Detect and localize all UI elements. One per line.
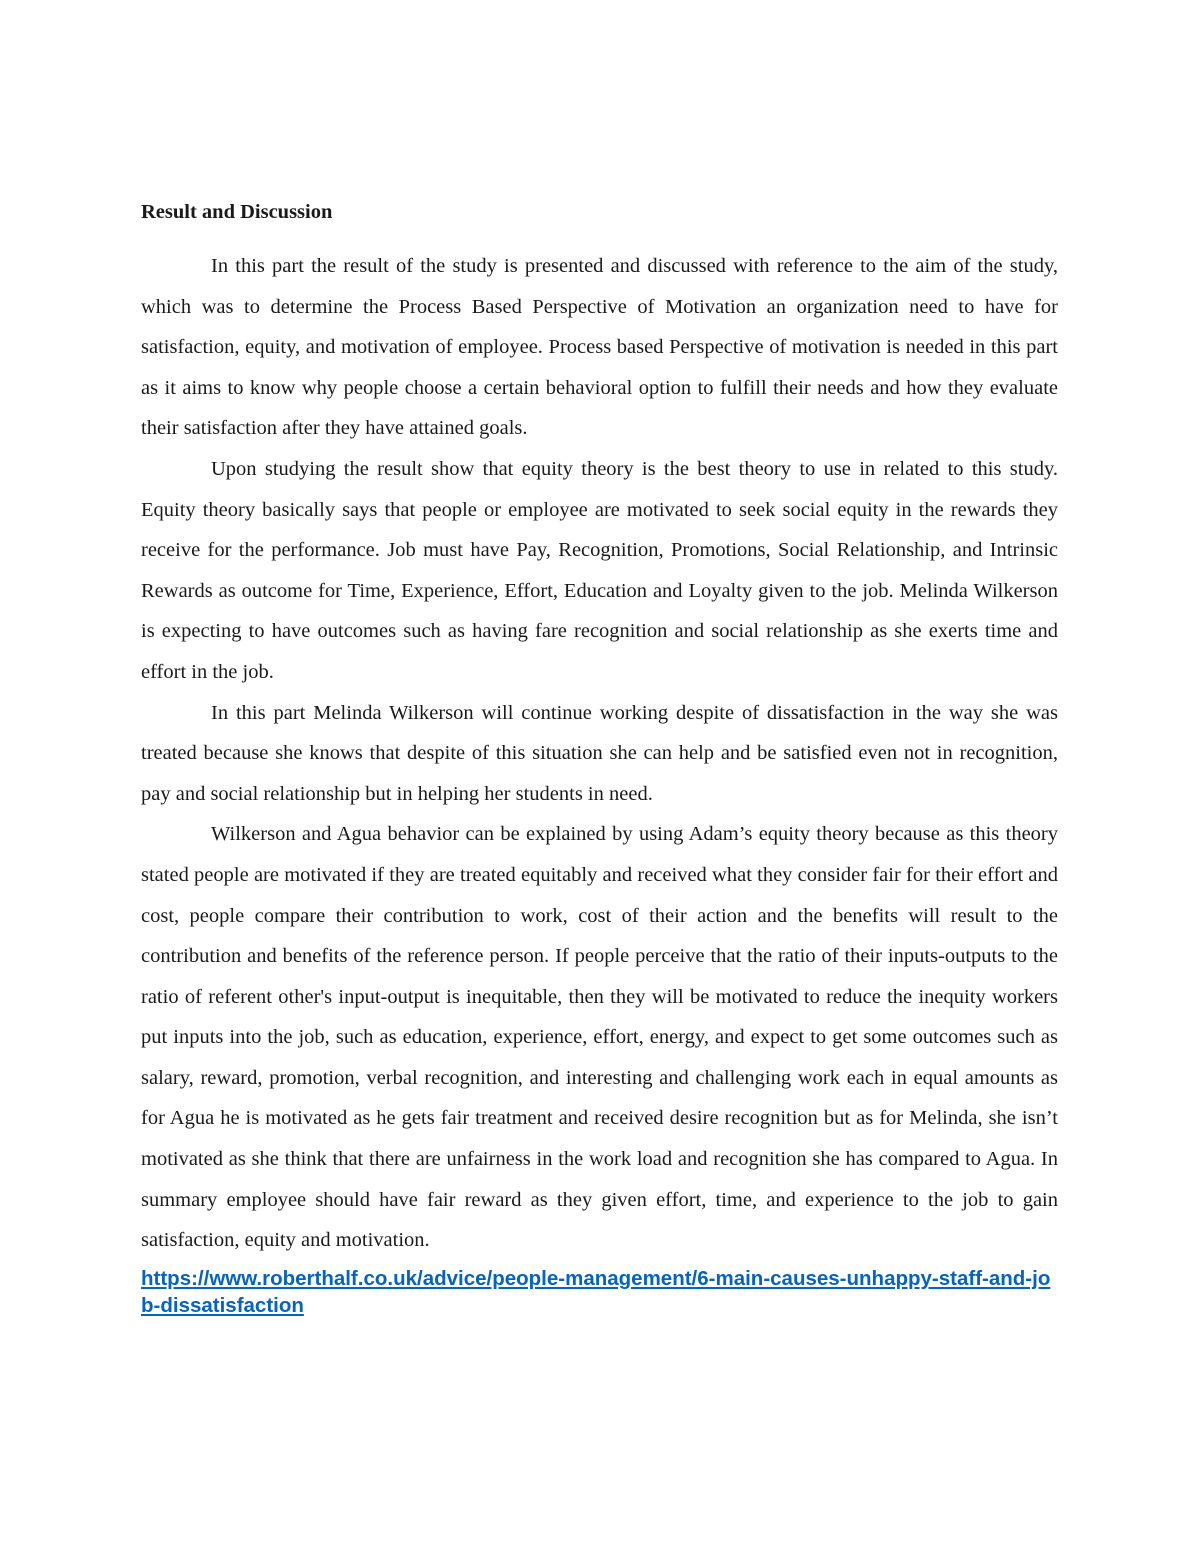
reference-link[interactable]: https://www.roberthalf.co.uk/advice/people-management/6-main-causes-unhappy-staff-and-job-dissatisfaction <box>141 1266 1051 1317</box>
document-page <box>141 196 1058 1319</box>
paragraph-adams-equity: Wilkerson and Agua behavior can be explained by using Adam’s equity theory because as this theory stated people are motivated if they are treated equitably and received what they consider fair for their effort and cost, people compare their contribution to work, cost of their action and the benefits will result to the contribution and benefits of the reference person. If people perceive that the ratio of their inputs-outputs to the ratio of referent other's input-output is inequitable, then they will be motivated to reduce the inequity workers put inputs into the job, such as education, experience, effort, energy, and expect to get some outcomes such as salary, reward, promotion, verbal recognition, and interesting and challenging work each in equal amounts as for Agua he is motivated as he gets fair treatment and received desire recognition but as for Melinda, she isn’t motivated as she think that there are unfairness in the work load and recognition she has compared to Agua. In summary employee should have fair reward as they given effort, time, and experience to the job to gain satisfaction, equity and motivation. <box>141 823 1058 1252</box>
section-heading: Result and Discussion <box>141 201 333 223</box>
paragraph-wilkerson: In this part Melinda Wilkerson will continue working despite of dissatisfaction in the way she was treated because she knows that despite of this situation she can help and be satisfied even not in recognition, pay and social relationship but in helping her students in need. <box>141 701 1058 805</box>
paragraph-equity-theory: Upon studying the result show that equity theory is the best theory to use in related to this study. Equity theory basically says that people or employee are motivated to seek social equity in the rewards they receive for the performance. Job must have Pay, Recognition, Promotions, Social Relationship, and Intrinsic Rewards as outcome for Time, Experience, Effort, Education and Loyalty given to the job. Melinda Wilkerson is expecting to have outcomes such as having fare recognition and social relationship as she exerts time and effort in the job. <box>141 457 1058 683</box>
reference-link-block <box>141 1265 1058 1319</box>
paragraph-intro: In this part the result of the study is presented and discussed with reference to the aim of the study, which was to determine the Process Based Perspective of Motivation an organization need to have for satisfaction, equity, and motivation of employee. Process based Perspective of motivation is needed in this part as it aims to know why people choose a certain behavioral option to fulfill their needs and how they evaluate their satisfaction after they have attained goals. <box>141 255 1058 440</box>
